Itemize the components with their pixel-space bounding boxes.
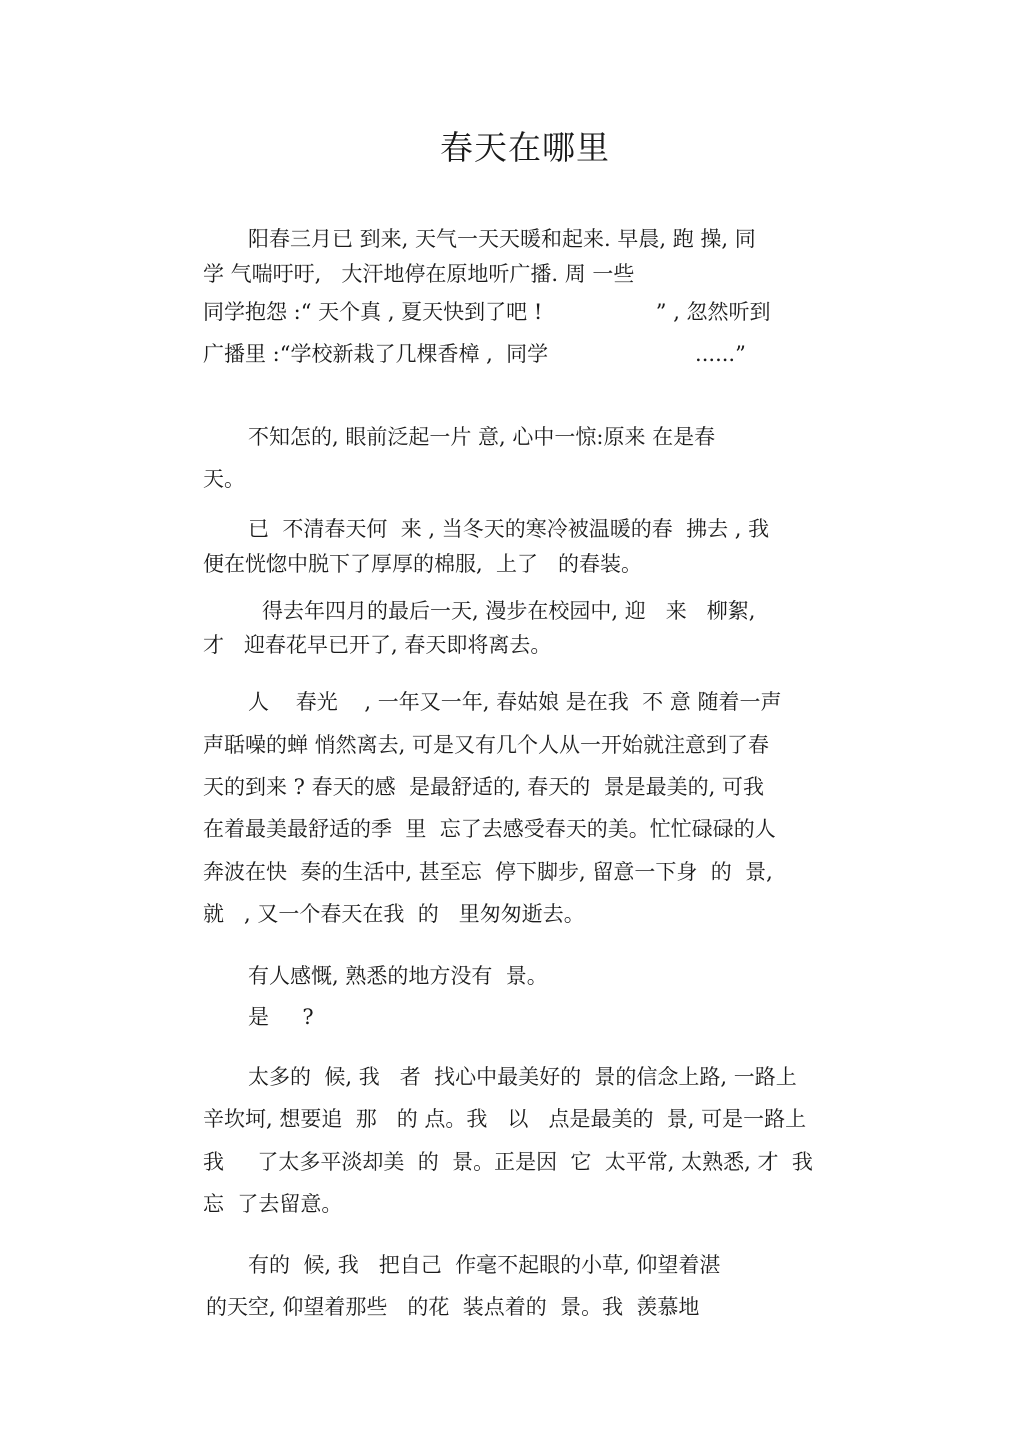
text-line: 已 不清春天何 来 , 当冬天的寒冷被温暖的春 拂去 , 我 [248, 517, 770, 541]
text-line: 就 , 又一个春天在我 的 里匆匆逝去。 [203, 902, 585, 926]
text-line: 得去年四月的最后一天, 漫步在校园中, 迎 来 柳絮, [262, 599, 756, 623]
text-line: 便在恍惚中脱下了厚厚的棉服, 上了 的春装。 [203, 552, 643, 576]
text-line: 声聒噪的蝉 悄然离去, 可是又有几个人从一开始就注意到了春 [203, 733, 770, 757]
text-line: 是 ? [248, 1005, 314, 1029]
text-line: 才 迎春花早已开了, 春天即将离去。 [203, 633, 552, 657]
text-line: 有的 候, 我 把自己 作毫不起眼的小草, 仰望着湛 [248, 1253, 721, 1277]
page-title: 春天在哪里 [440, 128, 610, 167]
text-line: 天的到来 ? 春天的感 是最舒适的, 春天的 景是最美的, 可我 [203, 775, 765, 799]
text-line: 忘 了去留意。 [203, 1192, 343, 1216]
text-line: 同学抱怨 :“ 天个真 , 夏天快到了吧 ! ” , 忽然听到 [203, 300, 771, 324]
text-line: 奔波在快 奏的生活中, 甚至忘 停下脚步, 留意一下身 的 景, [203, 860, 773, 884]
text-line: 太多的 候, 我 者 找心中最美好的 景的信念上路, 一路上 [248, 1065, 797, 1089]
text-line: 辛坎坷, 想要追 那 的 点。我 以 点是最美的 景, 可是一路上 [203, 1107, 807, 1131]
text-line: 学 气喘吁吁, 大汗地停在原地听广播. 周 一些 [203, 262, 635, 286]
text-line: 有人感慨, 熟悉的地方没有 景。 [248, 964, 548, 988]
text-line: 人 春光 , 一年又一年, 春姑娘 是在我 不 意 随着一声 [248, 690, 782, 714]
text-line: 阳春三月已 到来, 天气一天天暖和起来. 早晨, 跑 操, 同 [248, 227, 756, 251]
text-line: 广播里 :“学校新栽了几棵香樟 , 同学 ......” [203, 342, 746, 366]
text-line: 在着最美最舒适的季 里 忘了去感受春天的美。忙忙碌碌的人 [203, 817, 776, 841]
text-line: 不知怎的, 眼前泛起一片 意, 心中一惊:原来 在是春 [248, 425, 716, 449]
text-line: 天。 [203, 467, 245, 491]
text-line: 我 了太多平淡却美 的 景。正是因 它 太平常, 太熟悉, 才 我 [203, 1150, 813, 1174]
text-line: 的天空, 仰望着那些 的花 装点着的 景。我 羡慕地 [206, 1295, 700, 1319]
